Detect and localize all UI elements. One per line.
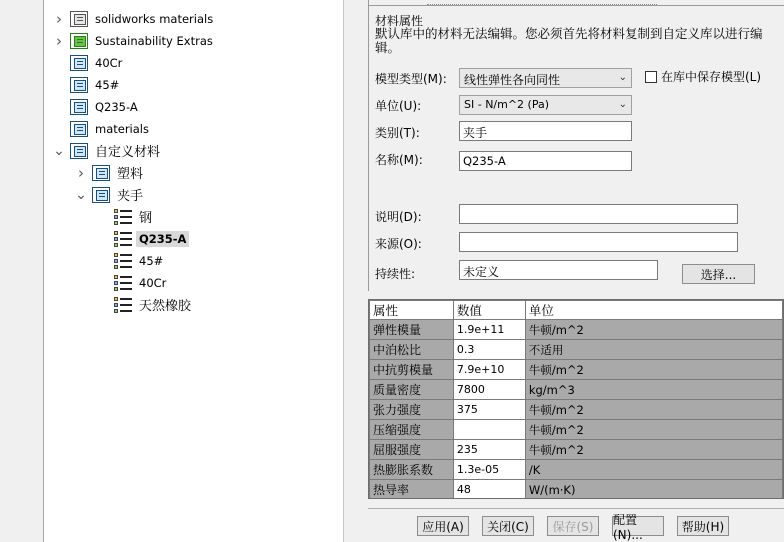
folder-icon	[92, 165, 110, 181]
material-tree[interactable]	[44, 0, 344, 542]
property-cell: 弹性模量	[370, 320, 454, 340]
value-cell[interactable]: 7800	[453, 380, 525, 400]
save-model-label: 在库中保存模型(L)	[661, 70, 762, 84]
spacer	[96, 298, 110, 312]
folder-icon	[70, 99, 88, 115]
table-header-row	[370, 301, 783, 320]
chevron-down-icon[interactable]: ⌄	[53, 142, 65, 159]
folder-icon	[70, 55, 88, 71]
description-field[interactable]	[459, 204, 738, 224]
source-field[interactable]	[459, 232, 738, 252]
units-value: SI - N/m^2 (Pa)	[464, 98, 550, 111]
config-button[interactable]: 配置(N)...	[612, 516, 664, 536]
property-cell: 压缩强度	[370, 420, 454, 440]
value-cell[interactable]: 0.3	[453, 340, 525, 360]
sustainability-label: 持续性:	[375, 267, 416, 281]
material-icon	[114, 274, 132, 292]
value-cell[interactable]	[453, 420, 525, 440]
table-row	[370, 480, 783, 500]
spacer	[52, 122, 66, 136]
tree-item[interactable]	[52, 52, 125, 73]
save-button[interactable]: 保存(S)	[547, 516, 599, 536]
table-row	[370, 380, 783, 400]
table-row	[370, 360, 783, 380]
chevron-right-icon[interactable]: ›	[56, 31, 62, 50]
name-field[interactable]: Q235-A	[459, 151, 632, 171]
spacer	[96, 254, 110, 268]
name-label: 名称(M):	[375, 153, 423, 167]
tree-item-label: 自定义材料	[95, 145, 161, 160]
property-cell: 质量密度	[370, 380, 454, 400]
value-cell[interactable]: 235	[453, 440, 525, 460]
tree-item-label: 45#	[139, 253, 164, 268]
tree-item[interactable]	[96, 272, 169, 293]
tree-item-label: Q235-A	[95, 99, 138, 114]
unit-cell: 牛顿/m^2	[525, 440, 782, 460]
property-cell: 张力强度	[370, 400, 454, 420]
value-cell[interactable]: 7.9e+10	[453, 360, 525, 380]
property-cell: 屈服强度	[370, 440, 454, 460]
select-button[interactable]: 选择...	[682, 264, 755, 284]
spacer	[52, 100, 66, 114]
model-type-label: 模型类型(M):	[375, 72, 447, 86]
table-row	[370, 460, 783, 480]
value-cell[interactable]: 1.9e+11	[453, 320, 525, 340]
close-button[interactable]: 关闭(C)	[482, 516, 534, 536]
tree-item-label: materials	[95, 121, 149, 136]
tree-item-label: 40Cr	[95, 55, 123, 70]
tree-item[interactable]	[96, 228, 189, 249]
green-folder-icon	[70, 33, 88, 49]
tree-item[interactable]	[52, 74, 122, 95]
chevron-right-icon[interactable]: ›	[56, 9, 62, 28]
help-button[interactable]: 帮助(H)	[677, 516, 729, 536]
tree-item-label: 45#	[95, 77, 120, 92]
material-icon	[114, 230, 132, 248]
tree-item-label: 钢	[139, 211, 153, 226]
edit-notice: 默认库中的材料无法编辑。您必须首先将材料复制到自定义库以进行编辑。	[375, 26, 763, 55]
column-header-value: 数值	[453, 301, 525, 320]
description-label: 说明(D):	[375, 210, 422, 224]
tree-item[interactable]	[96, 206, 155, 227]
tree-item[interactable]	[96, 294, 194, 315]
material-icon	[114, 296, 132, 314]
tree-item-label: solidworks materials	[95, 11, 214, 26]
column-header-unit: 单位	[525, 301, 782, 320]
tree-item-label: 夹手	[117, 189, 144, 204]
material-icon	[114, 252, 132, 270]
spacer	[96, 210, 110, 224]
category-label: 类别(T):	[375, 126, 420, 140]
source-label: 来源(O):	[375, 237, 422, 251]
unit-cell: 不适用	[525, 340, 782, 360]
divider	[368, 508, 784, 509]
left-strip	[0, 0, 44, 542]
tree-item[interactable]	[52, 30, 216, 51]
property-cell: 热膨胀系数	[370, 460, 454, 480]
chevron-down-icon: ⌄	[618, 72, 627, 83]
value-cell[interactable]: 375	[453, 400, 525, 420]
property-cell: 热导率	[370, 480, 454, 500]
table-row	[370, 320, 783, 340]
spacer	[52, 56, 66, 70]
section-title: 材料属性	[375, 14, 424, 28]
model-type-value: 线性弹性各向同性	[464, 73, 561, 87]
tree-item-label: Sustainability Extras	[95, 33, 213, 48]
unit-cell: kg/m^3	[525, 380, 782, 400]
tree-item[interactable]	[52, 140, 163, 161]
chevron-right-icon[interactable]: ›	[78, 163, 84, 182]
checkbox-box[interactable]	[645, 71, 657, 83]
tree-item[interactable]	[52, 96, 141, 117]
chevron-down-icon[interactable]: ⌄	[75, 186, 87, 203]
category-field[interactable]: 夹手	[459, 121, 632, 141]
folder-icon	[92, 187, 110, 203]
unit-cell: 牛顿/m^2	[525, 420, 782, 440]
value-cell[interactable]: 48	[453, 480, 525, 500]
unit-cell: W/(m·K)	[525, 480, 782, 500]
unit-cell: 牛顿/m^2	[525, 320, 782, 340]
spacer	[52, 78, 66, 92]
model-type-dropdown[interactable]	[459, 68, 632, 88]
property-cell: 中抗剪模量	[370, 360, 454, 380]
unit-cell: 牛顿/m^2	[525, 400, 782, 420]
apply-button[interactable]: 应用(A)	[417, 516, 469, 536]
sustainability-field: 未定义	[459, 260, 658, 280]
chevron-down-icon: ⌄	[618, 99, 627, 110]
tree-item-label: Q235-A	[136, 231, 189, 247]
tree-item[interactable]	[74, 162, 146, 183]
spacer	[96, 276, 110, 290]
tree-item[interactable]	[74, 184, 146, 205]
spacer	[96, 232, 110, 246]
material-icon	[114, 208, 132, 226]
tree-item-label: 40Cr	[139, 275, 167, 290]
folder-icon	[70, 121, 88, 137]
table-row	[370, 440, 783, 460]
tree-item-label: 塑料	[117, 167, 144, 182]
gray-folder-icon	[70, 11, 88, 27]
tree-item-label: 天然橡胶	[139, 299, 192, 314]
properties-table	[368, 299, 784, 499]
units-label: 单位(U):	[375, 99, 422, 113]
tree-item[interactable]	[96, 250, 166, 271]
value-cell[interactable]: 1.3e-05	[453, 460, 525, 480]
table-row	[370, 340, 783, 360]
tree-item[interactable]	[52, 118, 152, 139]
column-header-property: 属性	[370, 301, 454, 320]
table-row	[370, 420, 783, 440]
units-dropdown[interactable]	[459, 95, 632, 115]
property-cell: 中泊松比	[370, 340, 454, 360]
table-row	[370, 400, 783, 420]
save-model-checkbox[interactable]	[645, 68, 761, 85]
folder-icon	[70, 77, 88, 93]
unit-cell: /K	[525, 460, 782, 480]
folder-icon	[70, 143, 88, 159]
unit-cell: 牛顿/m^2	[525, 360, 782, 380]
tree-item[interactable]	[52, 8, 216, 29]
